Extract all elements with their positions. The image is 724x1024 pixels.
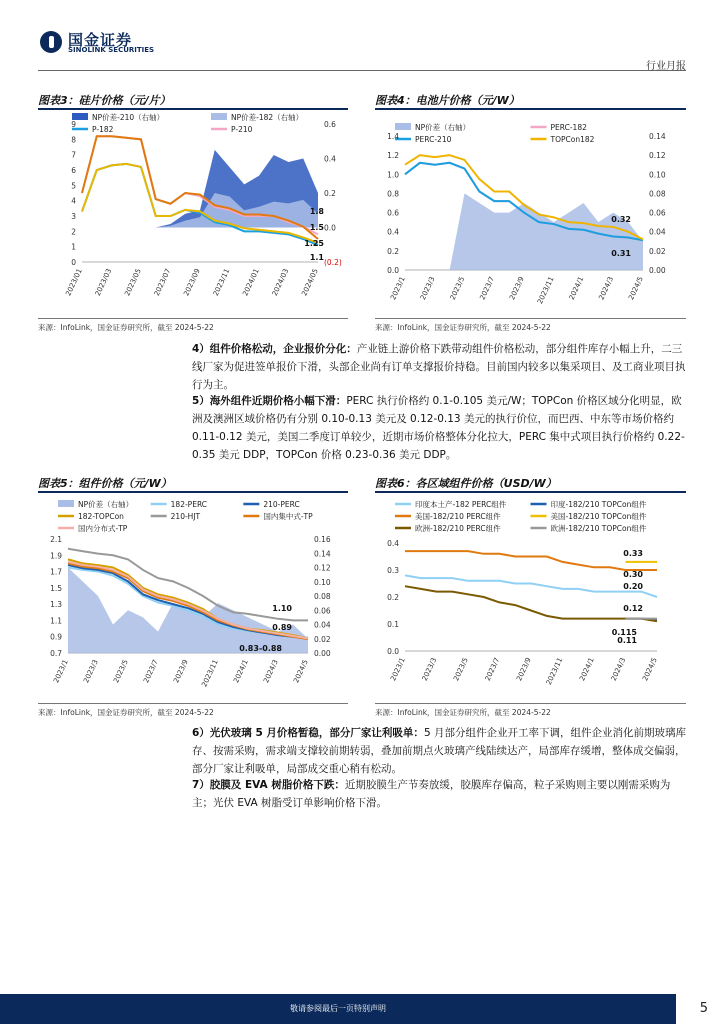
fig3-xtick-label: 2023/07 [152, 267, 173, 298]
fig6-xtick-label: 2023/11 [544, 656, 565, 687]
fig4-xtick-label: 2023/9 [508, 275, 526, 302]
fig3-legend-swatch [211, 113, 227, 120]
fig5-ytick-label: 1.5 [50, 583, 62, 593]
fig4-ytick-label: 1.0 [387, 170, 399, 180]
fig5-legend-swatch [58, 500, 74, 507]
fig5-xtick-label: 2024/1 [232, 658, 250, 685]
paragraph-7-body: 近期胶膜生产节奏放缓，胶膜库存偏高，粒子采购则主要以刚需采购为主；光伏 EVA 树脂受订单影响价格下滑。 [192, 779, 671, 809]
fig4-legend-label: TOPCon182 [550, 135, 595, 144]
sinolink-logo-icon [40, 31, 62, 53]
fig3-xtick-label: 2023/05 [123, 267, 143, 298]
fig3-legend-swatch [72, 113, 88, 120]
fig4-ytick-label: 0.4 [387, 227, 399, 237]
fig6-annotation: 0.20 [623, 582, 643, 591]
paragraph-5-body: PERC 执行价格约 0.1-0.105 美元/W；TOPCon 价格区域分化明显，欧洲及澳洲区域价格仍有分别 0.10-0.13 美元及 0.12-0.13 美元的执行价位，而巴西、中东等市场价格约 0.11-0.12 美元，美国二季度订单较少，近期市场价格整体分化拉大，PERC 集中式项目执行价格约 0.22-0.35 美元 DDP，TOPCon 价格 0.23-0.36 美元 DDP。 [192, 395, 685, 461]
fig5-title: 图表5：组件价格（元/W） [38, 477, 172, 490]
fig5-ytick-label: 1.9 [50, 551, 62, 561]
fig4-annotation: 0.31 [611, 249, 631, 258]
fig5-legend-label: 182-PERC [170, 500, 208, 509]
fig3-ytick-label: 1 [71, 242, 76, 252]
fig6-xtick-label: 2024/3 [609, 656, 628, 683]
fig5-legend-label: 210-HJT [170, 512, 201, 521]
fig3-ytick-label: 8 [71, 135, 76, 145]
fig3-xtick-label: 2024/05 [300, 267, 320, 298]
fig3-xtick-label: 2024/01 [241, 267, 261, 298]
fig5-annotation: 1.10 [272, 604, 292, 613]
fig4-xtick-label: 2023/5 [448, 275, 467, 302]
fig4-y2tick-label: 0.14 [649, 132, 666, 141]
fig5-legend-label: 国内集中式-TP [263, 512, 313, 521]
fig5-legend-label: 210-PERC [263, 500, 300, 509]
fig4-title: 图表4：电池片价格（元/W） [375, 94, 520, 107]
paragraph-5-head: 5）海外组件近期价格小幅下滑： [192, 395, 347, 407]
paragraph-4-head: 4）组件价格松动，企业报价分化： [192, 343, 357, 355]
footer-disclaimer: 敬请参阅最后一页特别声明 [290, 1004, 386, 1013]
fig5-xtick-label: 2023/3 [82, 658, 100, 685]
fig3-ytick-label: 5 [71, 181, 76, 191]
fig6-legend-label: 欧洲-182/210 TOPCon组件 [550, 524, 647, 533]
fig3-y2tick-label: 0.0 [324, 223, 336, 233]
fig3-annotation: 1.1 [309, 253, 324, 262]
fig6-legend-label: 印度本土产-182 PERC组件 [415, 500, 507, 509]
fig5-xtick-label: 2023/11 [200, 658, 220, 689]
fig3-y2tick-label: 0.6 [324, 120, 336, 129]
fig6-annotation: 0.115 [611, 628, 637, 637]
paragraph-7 [192, 776, 688, 812]
fig4-legend-label: PERC-182 [550, 123, 587, 132]
fig5-legend-label: 国内分布式-TP [78, 524, 128, 533]
page-header [0, 0, 724, 70]
fig6-annotation: 0.33 [623, 549, 643, 558]
fig4-y2tick-label: 0.10 [649, 170, 666, 180]
fig5-annotation: 0.83-0.88 [239, 644, 282, 653]
fig5-y2tick-label: 0.12 [314, 563, 331, 573]
fig4-y2tick-label: 0.00 [649, 266, 666, 275]
fig4-xtick-label: 2023/11 [536, 275, 556, 306]
fig3-source: 来源：InfoLink，国金证券研究所，截至 2024-5-22 [38, 323, 214, 332]
fig6-chart [375, 493, 686, 703]
fig4-y2tick-label: 0.12 [649, 151, 666, 161]
fig3-y2tick-label: (0.2) [324, 258, 342, 267]
fig3-ytick-label: 6 [71, 166, 76, 175]
header-divider [38, 70, 686, 71]
logo-text-en: SINOLINK SECURITIES [68, 46, 155, 54]
fig5-ytick-label: 1.7 [50, 567, 62, 577]
fig6-ytick-label: 0.2 [387, 593, 399, 602]
fig6-bottom-rule [375, 703, 686, 704]
fig3-legend-label: NP价差-210（右轴） [92, 113, 165, 122]
fig3-bottom-rule [38, 318, 348, 319]
paragraph-6-head: 6）光伏玻璃 5 月价格暂稳，部分厂家让利吸单： [192, 727, 424, 739]
fig6-ytick-label: 0.3 [387, 566, 399, 575]
fig5-y2tick-label: 0.10 [314, 577, 331, 587]
paragraph-5 [192, 392, 688, 464]
fig6-ytick-label: 0.4 [387, 539, 399, 548]
fig4-ytick-label: 0.2 [387, 246, 399, 256]
fig4-y2tick-label: 0.02 [649, 246, 666, 256]
fig3-legend-label: P-182 [92, 125, 114, 134]
fig6-xtick-label: 2024/5 [641, 656, 659, 683]
fig6-xtick-label: 2023/5 [452, 656, 470, 683]
fig4-y2tick-label: 0.08 [649, 189, 666, 199]
fig3-title: 图表3：硅片价格（元/片） [38, 94, 171, 107]
fig6-annotation: 0.11 [617, 636, 637, 645]
paragraph-6 [192, 724, 688, 778]
fig3-xtick-label: 2023/11 [211, 267, 232, 298]
fig3-legend-label: P-210 [231, 125, 253, 134]
fig3-ytick-label: 0 [71, 258, 76, 267]
fig5-y2tick-label: 0.02 [314, 634, 331, 644]
document-type: 行业月报 [646, 61, 686, 72]
page-footer [0, 994, 724, 1024]
fig4-legend-label: NP价差（右轴） [415, 123, 471, 132]
fig6-xtick-label: 2023/9 [515, 656, 533, 683]
fig5-xtick-label: 2023/5 [112, 658, 130, 685]
fig5-xtick-label: 2023/9 [172, 658, 190, 685]
paragraph-7-head: 7）胶膜及 EVA 树脂价格下跌： [192, 779, 345, 791]
paragraph-6-body: 5 月部分组件企业开工率下调，组件企业消化前期玻璃库存、按需采购，需求端支撑较前期转弱，叠加前期点火玻璃产线陆续达产，局部库存缓增，整体成交偏弱，部分厂家让利吸单，局部成交重心稍有松动。 [192, 727, 686, 775]
fig5-ytick-label: 0.7 [50, 649, 62, 658]
fig5-legend-label: NP价差（右轴） [78, 500, 134, 509]
fig6-legend-label: 欧洲-182/210 PERC组件 [415, 524, 501, 533]
fig6-xtick-label: 2024/1 [578, 656, 596, 683]
fig6-line-2 [405, 551, 657, 570]
fig4-legend-label: PERC-210 [415, 135, 452, 144]
fig3-ytick-label: 4 [71, 196, 76, 206]
fig3-ytick-label: 3 [71, 212, 76, 221]
fig5-bottom-rule [38, 703, 348, 704]
fig5-xtick-label: 2024/5 [292, 658, 310, 685]
fig4-xtick-label: 2023/7 [478, 275, 497, 302]
fig6-xtick-label: 2023/1 [389, 656, 407, 683]
logo-text-cn: 国金证券 [68, 31, 133, 49]
fig4-legend-swatch [395, 123, 411, 130]
fig4-xtick-label: 2024/5 [627, 275, 645, 302]
fig3-xtick-label: 2023/09 [182, 267, 202, 298]
fig4-source: 来源：InfoLink，国金证券研究所，截至 2024-5-22 [375, 323, 551, 332]
fig3-ytick-label: 7 [71, 150, 76, 160]
fig5-y2tick-label: 0.16 [314, 535, 331, 544]
fig3-chart [38, 110, 356, 318]
fig4-ytick-label: 1.4 [387, 132, 399, 141]
paragraph-4-body: 产业链上游价格下跌带动组件价格松动，部分组件库存小幅上升，二三线厂家为促进签单报价下滑，头部企业尚有订单支撑报价持稳。目前国内较多以集采项目、及工商业项目执行为主。 [192, 343, 686, 391]
fig4-bottom-rule [375, 318, 686, 319]
fig5-y2tick-label: 0.14 [314, 549, 331, 559]
fig6-legend-label: 印度-182/210 TOPCon组件 [550, 500, 647, 509]
fig5-chart [38, 493, 356, 703]
fig6-xtick-label: 2023/7 [483, 656, 502, 683]
fig5-ytick-label: 1.3 [50, 600, 62, 610]
fig4-y2tick-label: 0.06 [649, 208, 666, 218]
fig4-ytick-label: 0.8 [387, 189, 399, 199]
fig3-annotation: 1.5 [309, 223, 324, 232]
fig3-xtick-label: 2023/01 [64, 267, 84, 298]
fig4-chart [375, 110, 686, 318]
fig5-y2tick-label: 0.06 [314, 606, 331, 616]
fig3-xtick-label: 2024/03 [270, 267, 291, 298]
fig3-ytick-label: 9 [71, 120, 76, 129]
fig6-annotation: 0.12 [623, 604, 643, 613]
fig5-y2tick-label: 0.04 [314, 620, 331, 630]
fig5-ytick-label: 2.1 [50, 535, 62, 544]
fig5-annotation: 0.89 [272, 623, 292, 632]
fig6-line-0 [405, 575, 657, 597]
fig4-xtick-label: 2023/1 [389, 275, 407, 302]
fig5-xtick-label: 2023/7 [142, 658, 160, 685]
fig4-ytick-label: 0.0 [387, 266, 399, 275]
fig6-annotation: 0.30 [623, 570, 643, 579]
page-number: 5 [699, 1001, 708, 1016]
fig4-y2tick-label: 0.04 [649, 227, 666, 237]
fig4-xtick-label: 2023/3 [418, 275, 437, 302]
fig3-annotation: 1.8 [309, 207, 324, 216]
fig4-xtick-label: 2024/1 [567, 275, 586, 302]
fig3-y2tick-label: 0.2 [324, 189, 336, 198]
fig6-ytick-label: 0.1 [387, 620, 399, 629]
fig5-y2tick-label: 0.00 [314, 649, 331, 658]
fig3-ytick-label: 2 [71, 227, 76, 237]
fig3-annotation: 1.25 [304, 239, 324, 248]
fig6-ytick-label: 0.0 [387, 647, 399, 656]
fig5-legend-label: 182-TOPCon [78, 512, 124, 521]
fig6-legend-label: 美国-182/210 PERC组件 [415, 512, 501, 521]
fig6-source: 来源：InfoLink，国金证券研究所，截至 2024-5-22 [375, 708, 551, 717]
fig4-xtick-label: 2024/3 [597, 275, 616, 302]
fig5-xtick-label: 2023/1 [52, 658, 70, 685]
fig5-ytick-label: 1.1 [50, 616, 62, 626]
fig5-y2tick-label: 0.08 [314, 592, 331, 601]
fig6-legend-label: 美国-182/210 TOPCon组件 [550, 512, 647, 521]
fig6-xtick-label: 2023/3 [420, 656, 439, 683]
paragraph-4 [192, 340, 688, 394]
fig4-annotation: 0.32 [611, 215, 631, 224]
fig6-title: 图表6：各区域组件价格（USD/W） [375, 477, 557, 490]
fig5-source: 来源：InfoLink，国金证券研究所，截至 2024-5-22 [38, 708, 214, 717]
fig3-xtick-label: 2023/03 [93, 267, 114, 298]
fig3-y2tick-label: 0.4 [324, 154, 336, 164]
fig3-legend-label: NP价差-182（右轴） [231, 113, 304, 122]
fig4-ytick-label: 0.6 [387, 208, 399, 218]
fig5-ytick-label: 0.9 [50, 632, 62, 642]
fig5-xtick-label: 2024/3 [262, 658, 280, 685]
fig4-ytick-label: 1.2 [387, 151, 399, 161]
